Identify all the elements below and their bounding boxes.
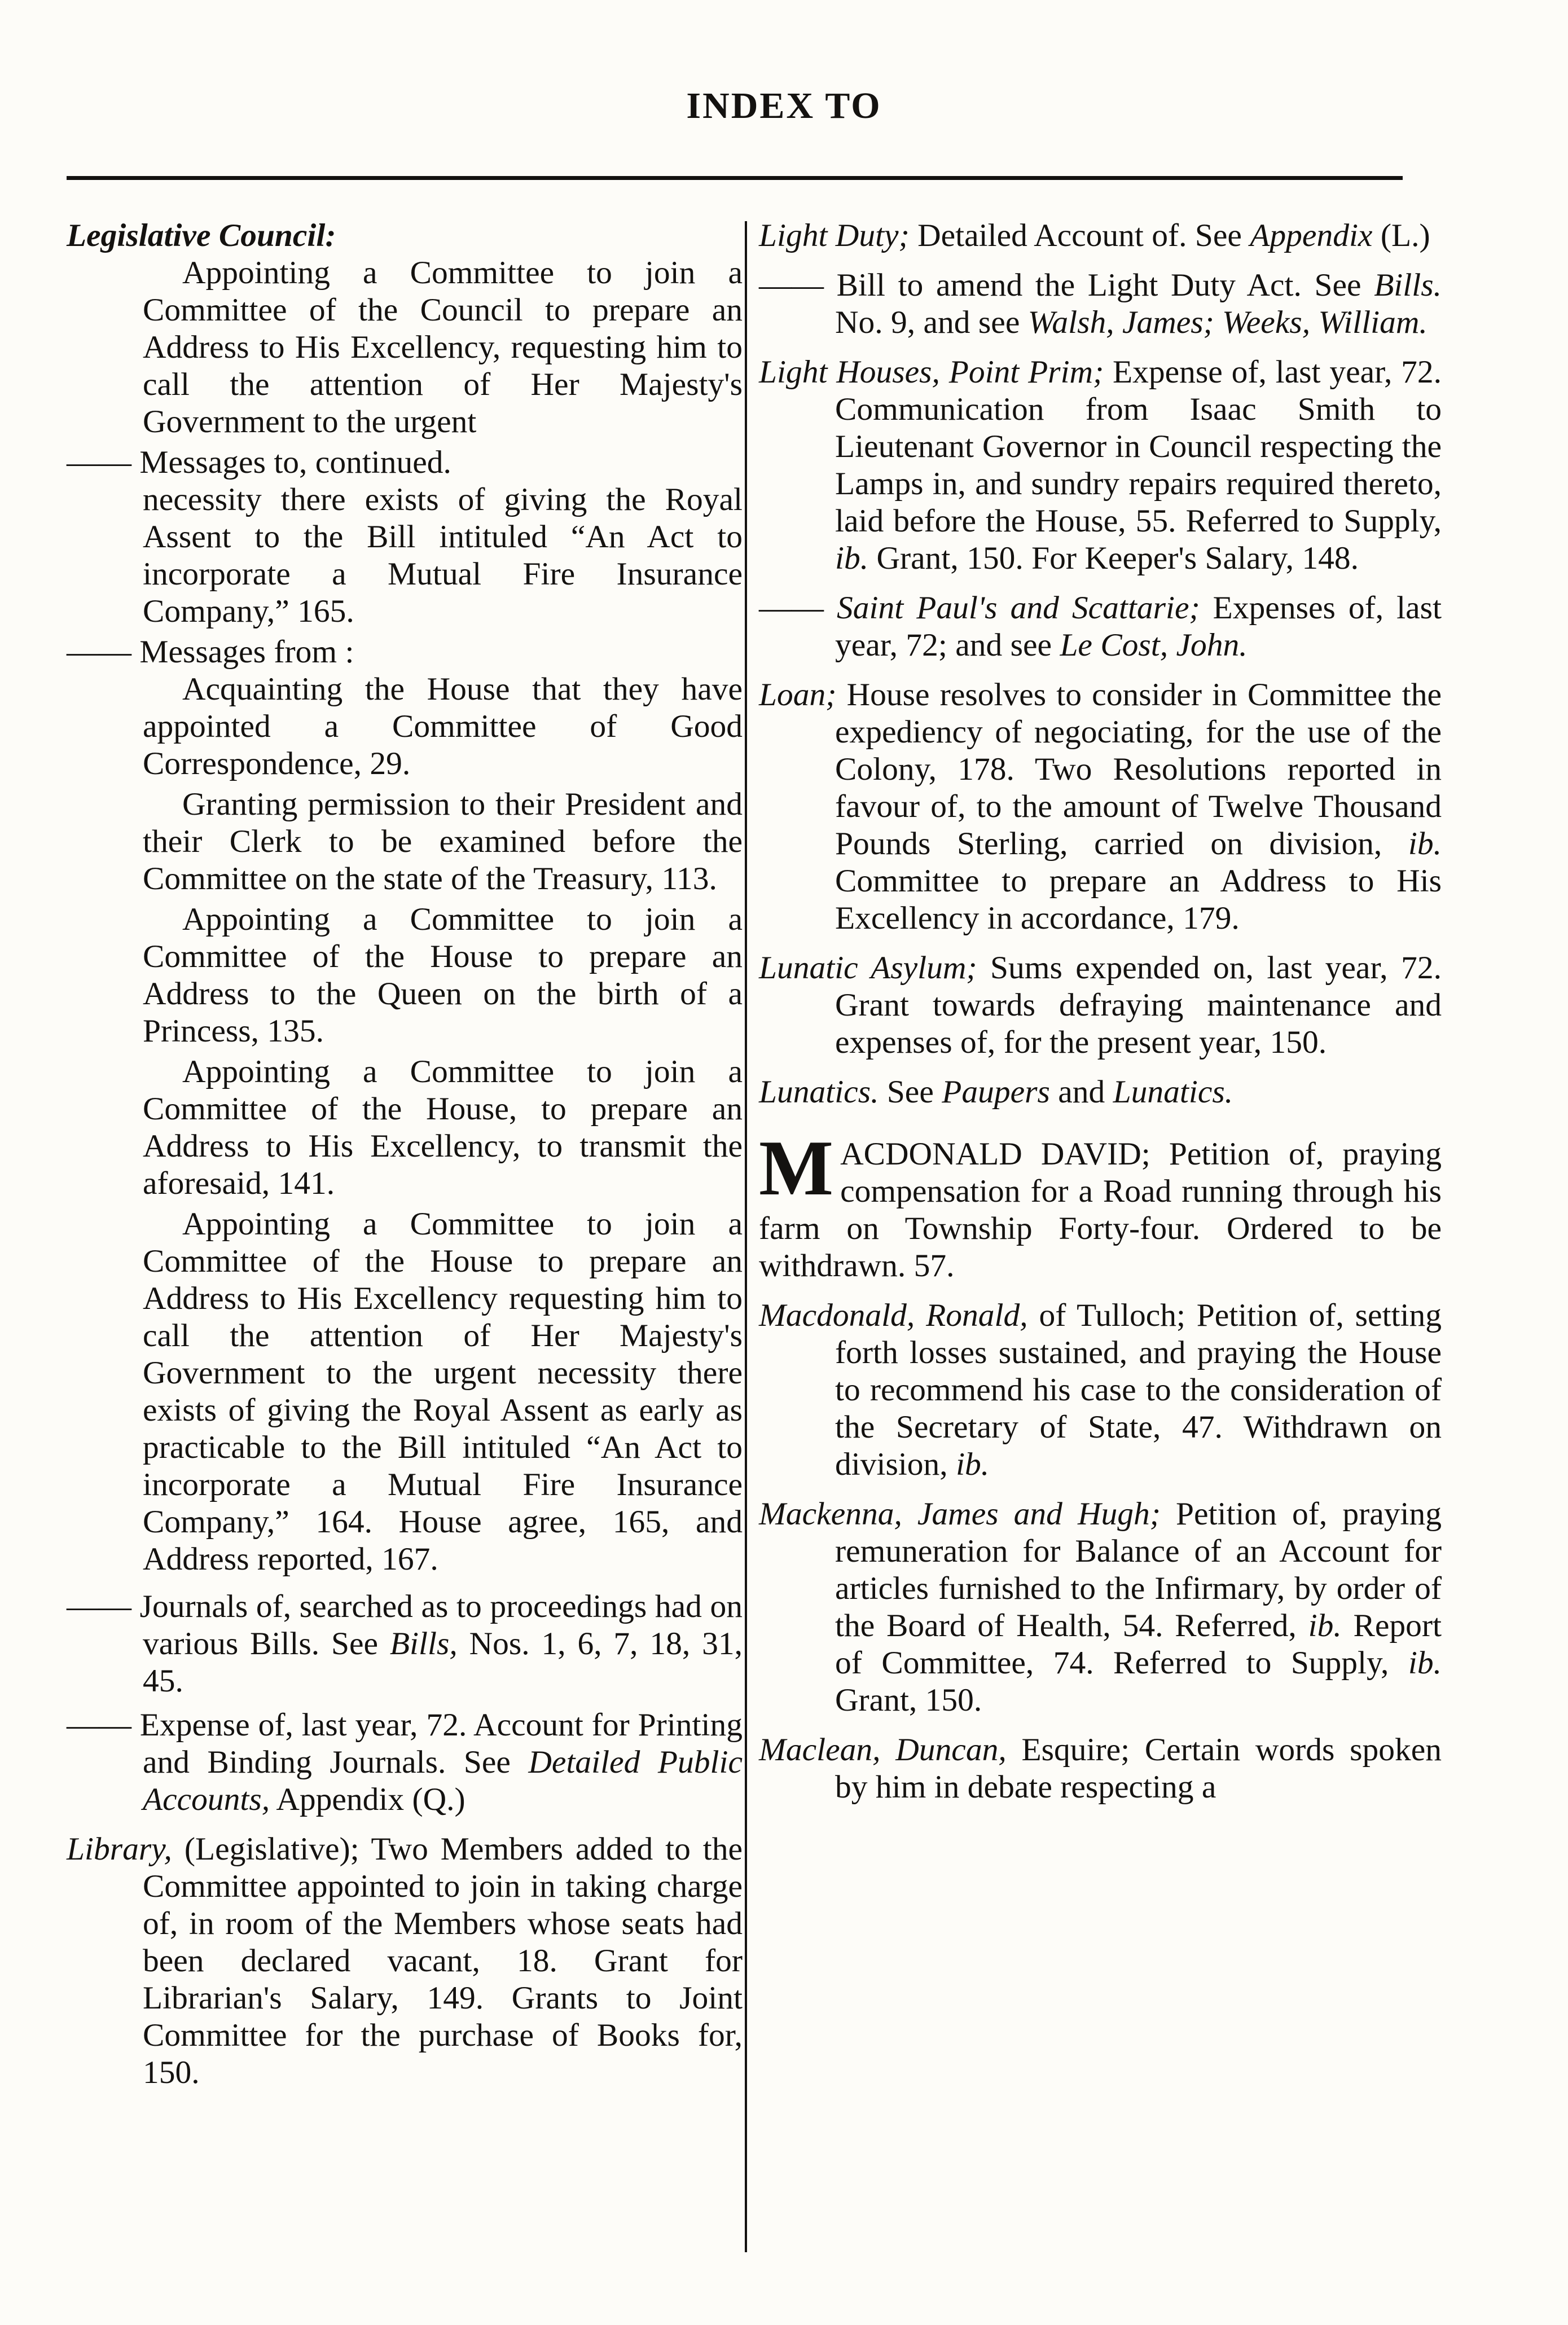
entry-macdonald-david: M ACDONALD DAVID; Petition of, praying compensation for a Road running through his farm on Township Forty-four. Ordered to be withdrawn. 57. xyxy=(759,1124,1442,1284)
entry-maclean: Maclean, Duncan, Esquire; Certain words spoken by him in debate respecting a xyxy=(759,1732,1442,1805)
drop-cap: M xyxy=(759,1124,834,1212)
entry-text: Appointing a Committee to join a Committee of the House to prepare an Address to His Excellency requesting him to call the attention of Her Majesty's Government to the urgent necessity there exists of giving the Royal Assent as early as practicable to the Bill intituled “An Act to incorporate a Mutual Fire Insurance Company,” 164. House agree, 165, and Address reported, 167. xyxy=(143,1206,743,1577)
subentry-journals: —— Journals of, searched as to proceedings had on various Bills. See Bills, Nos. 1, 6, 7, 18, 31, 45. xyxy=(67,1589,743,1699)
entry-lunatic-asylum: Lunatic Asylum; Sums expended on, last year, 72. Grant towards defraying maintenance and expenses of, for the present year, 150. xyxy=(759,950,1442,1060)
entry-heading: Legislative Council: xyxy=(67,218,336,253)
entry-sublist xyxy=(143,254,743,441)
column-divider xyxy=(745,221,747,2252)
entry-mackenna: Mackenna, James and Hugh; Petition of, praying remuneration for Balance of an Account for articles furnished to the Infirmary, by order of the Board of Health, 54. Referred, ib. Report of Committee, 74. Referred to Supply, ib. Grant, 150. xyxy=(759,1496,1442,1718)
header-rule xyxy=(67,176,1403,180)
right-column xyxy=(759,217,1442,1818)
entry-text: (Legislative); Two Members added to the Committee appointed to join in taking charge of, in room of the Members whose seats had been declared vacant, 18. Grant for Librarian's Salary, 149. Grants to Joint Committee for the purchase of Books for, 150. xyxy=(143,1831,743,2090)
left-column xyxy=(67,217,743,2104)
entry-text: Appointing a Committee to join a Committee of the House to prepare an Address to the Queen on the birth of a Princess, 135. xyxy=(143,902,743,1049)
entry-lunatics: Lunatics. See Paupers and Lunatics. xyxy=(759,1074,1233,1110)
entry-light-duty-bill: —— Bill to amend the Light Duty Act. See Bills. No. 9, and see Walsh, James; Weeks, William. xyxy=(759,267,1442,340)
entry-light-duty: Light Duty; Detailed Account of. See Appendix (L.) xyxy=(759,218,1430,253)
entry-saint-pauls: —— Saint Paul's and Scattarie; Expenses of, last year, 72; and see Le Cost, John. xyxy=(759,590,1442,663)
entry-sublist xyxy=(143,671,743,1578)
entry-light-houses: Light Houses, Point Prim; Expense of, last year, 72. Communication from Isaac Smith to Lieutenant Governor in Council respecting the Lamps in, and sundry repairs required thereto, laid before the House, 55. Referred to Supply, ib. Grant, 150. For Keeper's Salary, 148. xyxy=(759,354,1442,576)
entry-text: Granting permission to their President and their Clerk to be examined before the Committee on the state of the Treasury, 113. xyxy=(143,786,743,896)
subentry-expense: —— Expense of, last year, 72. Account for Printing and Binding Journals. See Detailed Public Accounts, Appendix (Q.) xyxy=(67,1707,743,1817)
entry-sublist xyxy=(143,481,743,630)
entry-text: Appointing a Committee to join a Committee of the Council to prepare an Address to His Excellency, requesting him to call the attention of Her Majesty's Government to the urgent xyxy=(143,255,743,439)
entry-text: Acquainting the House that they have appointed a Committee of Good Correspondence, 29. xyxy=(143,671,743,781)
subentry-label: —— Messages to, continued. xyxy=(67,445,451,480)
entry-heading: Library, xyxy=(67,1831,172,1867)
page-header: INDEX TO xyxy=(686,85,882,126)
entry-text: necessity there exists of giving the Royal Assent to the Bill intituled “An Act to incorporate a Mutual Fire Insurance Company,” 165. xyxy=(143,482,743,629)
entry-loan: Loan; House resolves to consider in Committee the expediency of negociating, for the use of the Colony, 178. Two Resolutions reported in favour of, to the amount of Twelve Thousand Pounds Sterling, carried on division, ib. Committee to prepare an Address to His Excellency in accordance, 179. xyxy=(759,677,1442,936)
entry-legislative-council xyxy=(67,217,743,1818)
entry-library xyxy=(67,1831,743,2091)
entry-macdonald-ronald: Macdonald, Ronald, of Tulloch; Petition of, setting forth losses sustained, and praying the House to recommend his case to the consideration of the Secretary of State, 47. Withdrawn on division, ib. xyxy=(759,1298,1442,1482)
entry-text: Appointing a Committee to join a Committee of the House, to prepare an Address to His Excellency, to transmit the aforesaid, 141. xyxy=(143,1054,743,1201)
subentry-label: —— Messages from : xyxy=(67,634,354,670)
